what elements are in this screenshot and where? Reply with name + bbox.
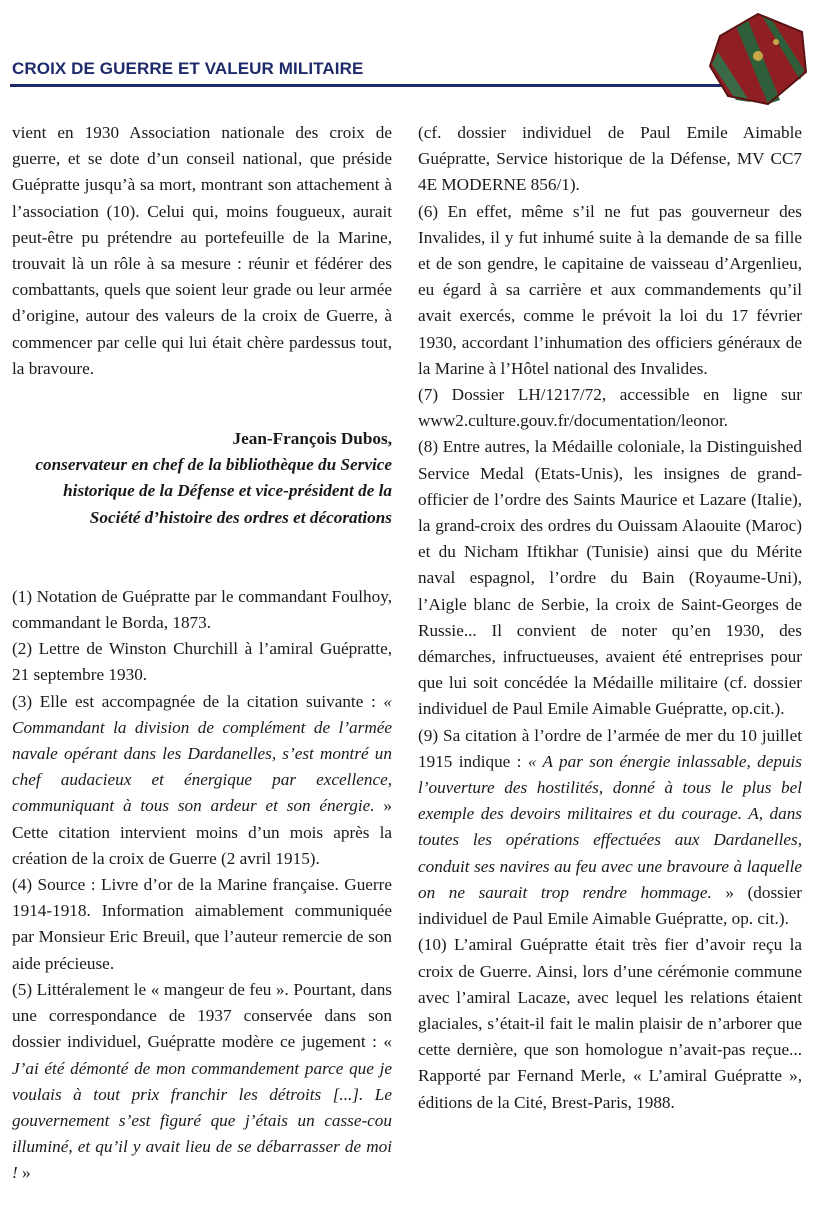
footnote-1: (1) Notation de Guépratte par le commandant Foulhoy, commandant le Borda, 1873. [12,586,392,633]
medal-ribbon-icon [706,8,810,108]
footnote-8: (8) Entre autres, la Médaille coloniale, la Distinguished Service Medal (Etats-Unis), les insignes de grand-officier de l’ordre des Saints Maurice et Lazare (Italie), la grand-croix des ordres du Ouissam Alaouite (Maroc) et du Nicham Iftikhar (Tunisie) ainsi que du Mérite naval espagnol, l’ordre du Bain (Royaume-Uni), l’Aigle blanc de Serbie, la croix de Saint-Georges de Russie... Il convient de noter qu’en 1930, des démarches, infructueuses, avaient été entreprises pour que lui soit concédée la Médaille militaire (cf. dossier individuel de Paul Emile Aimable Guépratte, op.cit.). [418,437,802,719]
footnote-5-continued: (cf. dossier individuel de Paul Emile Aimable Guépratte, Service historique de la Défense, MV CC7 4E MODERNE 856/1). [418,123,802,195]
footnote-5: (5) Littéralement le « mangeur de feu ». Pourtant, dans une correspondance de 1937 conservée dans son dossier individuel, Guépratte modère ce jugement : « J’ai été démonté de mon commandement parce que je voulais à tout prix franchir les détroits [...]. Le gouvernement s’est figuré que j’étais un casse-cou illuminé, et qu’il y avait lieu de se débarrasser de moi ! » [12,979,392,1183]
section-title: CROIX DE GUERRE ET VALEUR MILITAIRE [12,59,364,78]
closing-paragraph: vient en 1930 Association nationale des croix de guerre, et se dote d’un conseil national, que préside Guépratte jusqu’à sa mort, montrant son attachement à l’association (10). Celui qui, moins fougueux, aurait peut-être pu prétendre au portefeuille de la Marine, trouvait là un rôle à sa mesure : réunir et fédérer des combattants, quels que soient leur grade ou leur armée d’origine, autour des valeurs de la croix de Guerre, à commencer par celle qui lui était chère pardessus tout, la bravoure. [12,123,392,378]
footnote-10: (10) L’amiral Guépratte était très fier d’avoir reçu la croix de Guerre. Ainsi, lors d’une cérémonie commune avec l’amiral Lacaze, avec lequel les relations étaient glaciales, s’était-il fait le malin plaisir de n’arborer que cette dernière, que son homologue n’avait-pas reçue... Rapporté par Fernand Merle, « L’amiral Guépratte », éditions de la Cité, Brest-Paris, 1988. [418,935,802,1112]
right-column [418,120,802,1116]
author-name: Jean-François Dubos, [232,429,392,449]
footnote-9-quote: « A par son énergie inlassable, depuis l’ouverture des hostilités, donné à tous le plus bel exemple des devoirs militaires et du courage. A, dans toutes les opérations effectuées aux Dardanelles, conduit ses navires au feu avec une bravoure à laquelle on ne saurait trop rendre hommage. [418,751,802,902]
footnote-5-quote: J’ai été démonté de mon commandement parce que je voulais à tout prix franchir les détroits [...]. Le gouvernement s’est figuré que j’étais un casse-cou illuminé, et qu’il y avait lieu de se débarrasser de moi ! [12,1058,392,1183]
footnote-9: (9) Sa citation à l’ordre de l’armée de mer du 10 juillet 1915 indique : « A par son énergie inlassable, depuis l’ouverture des hostilités, donné à tous le plus bel exemple des devoirs militaires et du courage. A, dans toutes les opérations effectuées aux Dardanelles, conduit ses navires au feu avec une bravoure à laquelle on ne saurait trop rendre hommage. » (dossier individuel de Paul Emile Aimable Guépratte, op. cit.). [418,725,802,929]
footnote-6: (6) En effet, même s’il ne fut pas gouverneur des Invalides, il y fut inhumé suite à la demande de sa fille et de son gendre, le capitaine de vaisseau d’Argenlieu, eu égard à sa carrière et aux commandements qu’il avait exercés, comme le prévoit la loi du 17 février 1930, accordant l’inhumation des officiers généraux de la Marine à l’Hôtel national des Invalides. [418,201,802,378]
header-rule [10,84,740,87]
footnote-2: (2) Lettre de Winston Churchill à l’amiral Guépratte, 21 septembre 1930. [12,639,392,685]
footnotes-left [12,584,392,1187]
footnote-4: (4) Source : Livre d’or de la Marine française. Guerre 1914-1918. Information aimablement communiquée par Monsieur Eric Breuil, que l’auteur remercie de son aide précieuse. [12,875,392,973]
left-column [12,120,392,1187]
footnote-3-quote: « Commandant la division de complément de l’armée navale opérant dans les Dardanelles, s’est montré un chef audacieux et énergique par excellence, communiquant à tous son ardeur et son énergie. [12,691,392,816]
footnote-7: (7) Dossier LH/1217/72, accessible en ligne sur www2.culture.gouv.fr/documentation/leonor. [418,385,802,431]
footnote-3: (3) Elle est accompagnée de la citation suivante : « Commandant la division de complément de l’armée navale opérant dans les Dardanelles, s’est montré un chef audacieux et énergique par excellence, communiquant à tous son ardeur et son énergie. » Cette citation intervient moins d’un mois après la création de la croix de Guerre (2 avril 1915). [12,691,392,868]
author-role: conservateur en chef de la bibliothèque du Service historique de la Défense et vice-président de la Société d’histoire des ordres et décorations [35,455,392,527]
